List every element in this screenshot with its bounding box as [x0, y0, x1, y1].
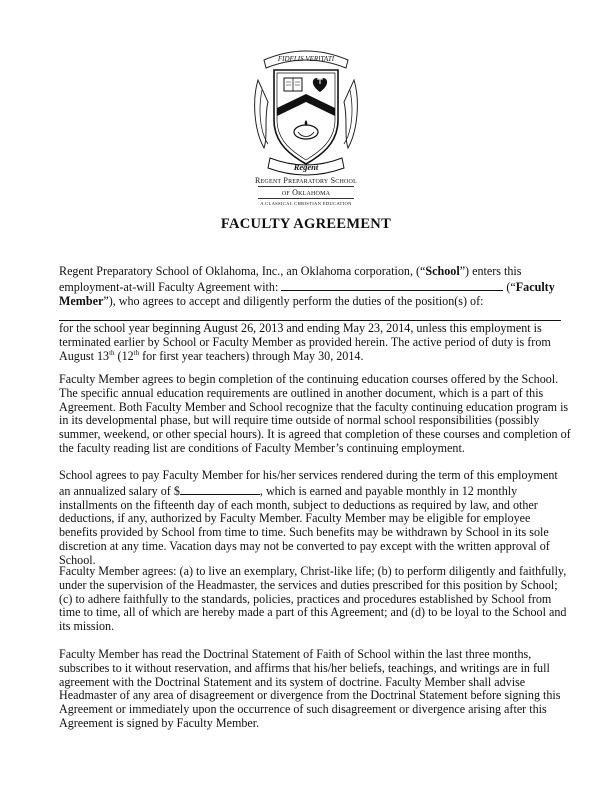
paragraph-duties: Faculty Member agrees: (a) to live an exemplary, Christ-like life; (b) to perform diligently and faithfully, under the supervision of the Headmaster, the services and duties prescribed for this position by School; (c) to adhere faithfully to the standards, policies, practices and procedures established by School from time to time, all of which are hereby made a part of this Agreement; and (d) to be loyal to the School and its mission. [59, 564, 567, 634]
p1-text-e: for the school year beginning August 26, 2013 and ending May 23, 2014, unless this employment is terminated earlier by School or Faculty Member as provided herein. The active period of duty is from August 13 [59, 321, 551, 363]
p1-text-d: ”), who agrees to accept and diligently perform the duties of the position(s) of: [103, 293, 484, 308]
school-tagline: A CLASSICAL CHRISTIAN EDUCATION [260, 201, 352, 206]
paragraph-continuing-education: Faculty Member agrees to begin completion of the continuing education courses offered by the School. The specific annual education requirements are outlined in another document, which is a part of this Agreement. Both Faculty Member and School recognize that the faculty continuing education program is in its developmental phase, but will require time outside of normal school responsibilities (possibly summer, weekend, or other special hours). It is agreed that completion of these courses and completion of the faculty reading list are conditions of Faculty Member’s continuing employment. [59, 372, 571, 455]
p1-text-b: ”) enters this employment-at-will Faculty Agreement with: [59, 264, 522, 294]
p3-text-b: , which is earned and payable monthly in 12 monthly installments on the fifteenth day of each month, subject to deductions as required by law, and other deductions, if any, authorized by Faculty Member. Faculty Member may be eligible for employee benefits provided by School from time to time. Such benefits may be withdrawn by School in its sole discretion at any time. Vacation days may not be converted to pay except with the written approval of School. [59, 483, 550, 567]
paragraph-doctrinal-statement: Faculty Member has read the Doctrinal Statement of Faith of School within the last three months, subscribes to it without reservation, and affirms that his/her beliefs, teachings, and writings are in full agreement with the Doctrinal Statement and its system of doctrine. Faculty Member shall advise Headmaster of any area of disagreement or divergence from the Doctrinal Statement before signing this Agreement or immediately upon the occurrence of such disagreement or divergence arising after this Agreement is signed by Faculty Member. [59, 647, 561, 730]
school-name-line2: of Oklahoma [281, 188, 331, 197]
school-name-line1: Regent Preparatory School [255, 176, 357, 185]
p1-text-c: (“ [506, 279, 516, 294]
school-crest-logo [250, 40, 362, 186]
svg-text:FIDELIS VERITATI: FIDELIS VERITATI [277, 55, 335, 63]
p1-text-g: for first year teachers) through May 30, 2014. [139, 348, 364, 363]
school-term: School [425, 264, 460, 278]
divider [258, 198, 354, 199]
faculty-name-blank[interactable] [281, 279, 503, 291]
divider [258, 186, 354, 187]
school-name-block [220, 176, 392, 207]
paragraph-salary [59, 469, 571, 568]
p1-sup-1: th [109, 348, 115, 357]
p3-text-a: School agrees to pay Faculty Member for his/her services rendered during the term of this employment an annualized salary of $ [59, 468, 558, 498]
p1-text-a: Regent Preparatory School of Oklahoma, Inc., an Oklahoma corporation, (“ [59, 264, 426, 278]
p1-sup-2: th [133, 348, 140, 357]
salary-amount-blank[interactable] [180, 483, 260, 495]
svg-text:Regent: Regent [293, 162, 319, 172]
document-title: FACULTY AGREEMENT [220, 216, 392, 232]
faculty-member-term: Faculty Member [59, 279, 555, 308]
p1-text-f: (12 [114, 348, 134, 363]
paragraph-parties [59, 265, 571, 364]
